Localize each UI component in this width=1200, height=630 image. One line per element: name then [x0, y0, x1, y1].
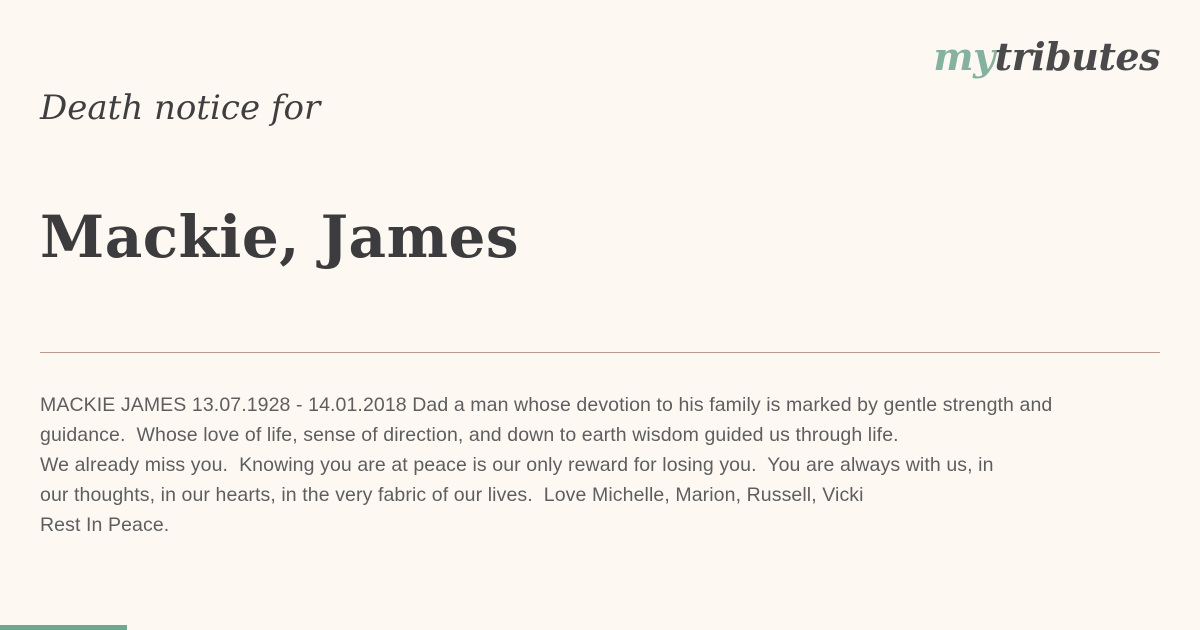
notice-line: Rest In Peace. [40, 514, 170, 536]
divider-line [40, 352, 1160, 353]
kicker-death-notice-for: Death notice for [40, 88, 321, 128]
deceased-name: Mackie, James [40, 203, 520, 271]
brand-accent-bar [0, 625, 127, 630]
mytributes-logo [933, 36, 1160, 78]
logo-my: my [933, 34, 995, 79]
notice-line: our thoughts, in our hearts, in the very fabric of our lives. Love Michelle, Marion, Russell, Vicki [40, 484, 864, 506]
notice-line: guidance. Whose love of life, sense of direction, and down to earth wisdom guided us through life. [40, 424, 899, 446]
notice-line: MACKIE JAMES 13.07.1928 - 14.01.2018 Dad a man whose devotion to his family is marked by gentle strength and [40, 394, 1053, 416]
logo-tributes: tributes [994, 34, 1160, 79]
notice-text [40, 390, 1168, 540]
notice-line: We already miss you. Knowing you are at peace is our only reward for losing you. You are always with us, in [40, 454, 994, 476]
